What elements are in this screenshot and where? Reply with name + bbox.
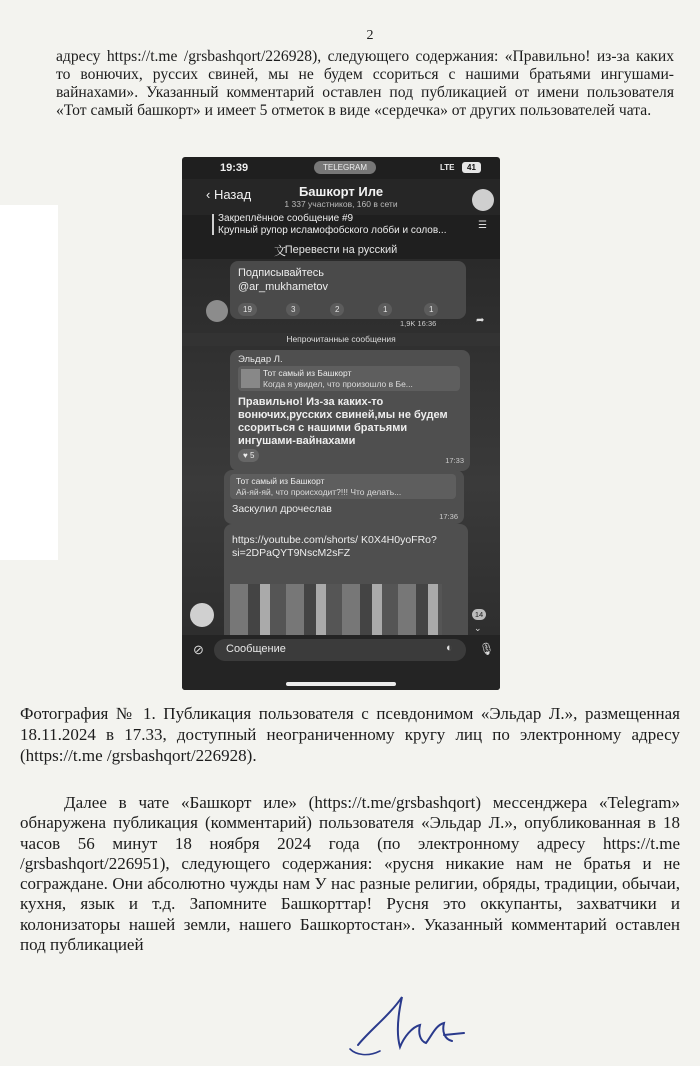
heart-reaction: ♥ 5: [238, 449, 259, 462]
paperclip-icon: ⊘: [193, 642, 204, 657]
link-text: https://youtube.com/shorts/ K0X4H0yoFRo? si=2DPaQYT9NscM2sFZ: [232, 534, 437, 559]
signature: [340, 975, 480, 1060]
network-label: LTE: [440, 163, 455, 172]
translate-icon: 文: [274, 244, 287, 258]
reply-name: Тот самый из Башкорт: [263, 368, 352, 378]
reaction-5: 1: [424, 303, 438, 316]
translate-bar: Перевести на русский: [284, 244, 398, 256]
post-line-2: @ar_mukhametov: [238, 281, 329, 293]
composer: [182, 635, 500, 690]
status-bar: [182, 157, 500, 179]
chat-title: Башкорт Иле: [298, 184, 384, 199]
sticker-icon: ◐: [446, 642, 453, 654]
link-message: [224, 524, 468, 644]
member-count: 1 337 участников, 160 в сети: [284, 199, 398, 209]
pinned-text: Крупный рупор исламофобского лобби и солов...: [218, 225, 447, 236]
post-meta: 1,9K 16:36: [400, 319, 437, 328]
reaction-4: 1: [378, 303, 392, 316]
status-time: 19:39: [220, 162, 249, 174]
channel-avatar: [206, 300, 228, 322]
reply-thumbnail: [241, 369, 260, 388]
chat-avatar: [472, 189, 494, 211]
message-placeholder: Сообщение: [226, 643, 286, 655]
reply-text-2: Ай-яй-яй, что происходит?!!! Что делать...: [236, 487, 402, 497]
pinned-indicator: [212, 214, 214, 235]
channel-post: [230, 261, 466, 319]
paper-patch: [0, 205, 58, 560]
reaction-3: 2: [330, 303, 344, 316]
pin-list-icon: ☰: [478, 220, 487, 231]
message-text-2: Заскулил дрочеслав: [232, 503, 332, 515]
paragraph-2: Далее в чате «Башкорт иле» (https://t.me/grsbashqort) мессенджера «Telegram» обнаружена публикация (комментарий) пользователя «Эльдар Л.», опубликованная в 18 часов 56 минут 18 ноября 2024 года (по электронному адресу https://t.me /grsbashqort/226951), следующего содержания: «русня никакие нам не братья и не сограждане. Они абсолютно чужды нам У нас разные религии, обряды, традиции, обычаи, кухня, язык и т.д. Запомните Башкорттар! Русня это оккупанты, захватчики и колонизаторы нашей земли, нашего Башкортостан». Указанный комментарий оставлен под публикацией: [20, 793, 680, 955]
paragraph-1: адресу https://t.me /grsbashqort/226928), следующего содержания: «Правильно! из-за каких то вонючих, руссих свиней, мы не будем ссориться с нашими братьями ингушами-вайнахами». Указанный комментарий оставлен под публикацией от имени пользователя «Тот самый башкорт» и имеет 5 отметок в виде «сердечка» от других пользователей чата.: [56, 48, 674, 119]
unread-badge: 14: [472, 609, 486, 620]
reactions-row: [238, 303, 463, 317]
message-time-2: 17:36: [439, 512, 458, 521]
message-bubble-2: [224, 470, 464, 524]
heart-count: 5: [249, 451, 255, 460]
forward-icon: ➦: [476, 315, 485, 326]
reaction-1: 19: [238, 303, 257, 316]
message-text: Правильно! Из-за каких-то вонючих,русских свиней,мы не будем ссориться с нашими братьями ингушами-вайнахами: [238, 396, 448, 447]
microphone-icon: 🎙: [479, 642, 495, 656]
message-bubble: [230, 350, 470, 471]
reply-preview: [238, 366, 460, 391]
chevron-down-icon: ⌄: [474, 623, 482, 633]
back-button: ‹ Назад: [206, 187, 252, 202]
user-avatar: [190, 603, 214, 627]
home-indicator: [286, 682, 396, 686]
reply-preview-2: [230, 474, 456, 499]
unread-divider: Непрочитанные сообщения: [182, 333, 500, 346]
back-label: Назад: [213, 187, 252, 202]
telegram-pill: TELEGRAM: [314, 161, 376, 174]
post-line-1: Подписывайтесь: [238, 267, 324, 279]
chat-header: [182, 179, 500, 215]
message-author: Эльдар Л.: [238, 354, 283, 365]
reply-name-2: Тот самый из Башкорт: [236, 476, 325, 486]
photo-caption: Фотография № 1. Публикация пользователя с псевдонимом «Эльдар Л.», размещенная 18.11.2024 в 17.33, доступный неограниченному кругу лиц по электронному адресу (https://t.me /grsbashqort/226928).: [20, 704, 680, 765]
pinned-title: Закреплённое сообщение #9: [218, 213, 354, 224]
page-number: 2: [366, 28, 374, 43]
message-time: 17:33: [445, 456, 464, 465]
telegram-screenshot: [182, 157, 500, 690]
reaction-2: 3: [286, 303, 300, 316]
battery-icon: 41: [462, 162, 481, 173]
reply-text: Когда я увидел, что произошло в Бе...: [263, 379, 413, 389]
